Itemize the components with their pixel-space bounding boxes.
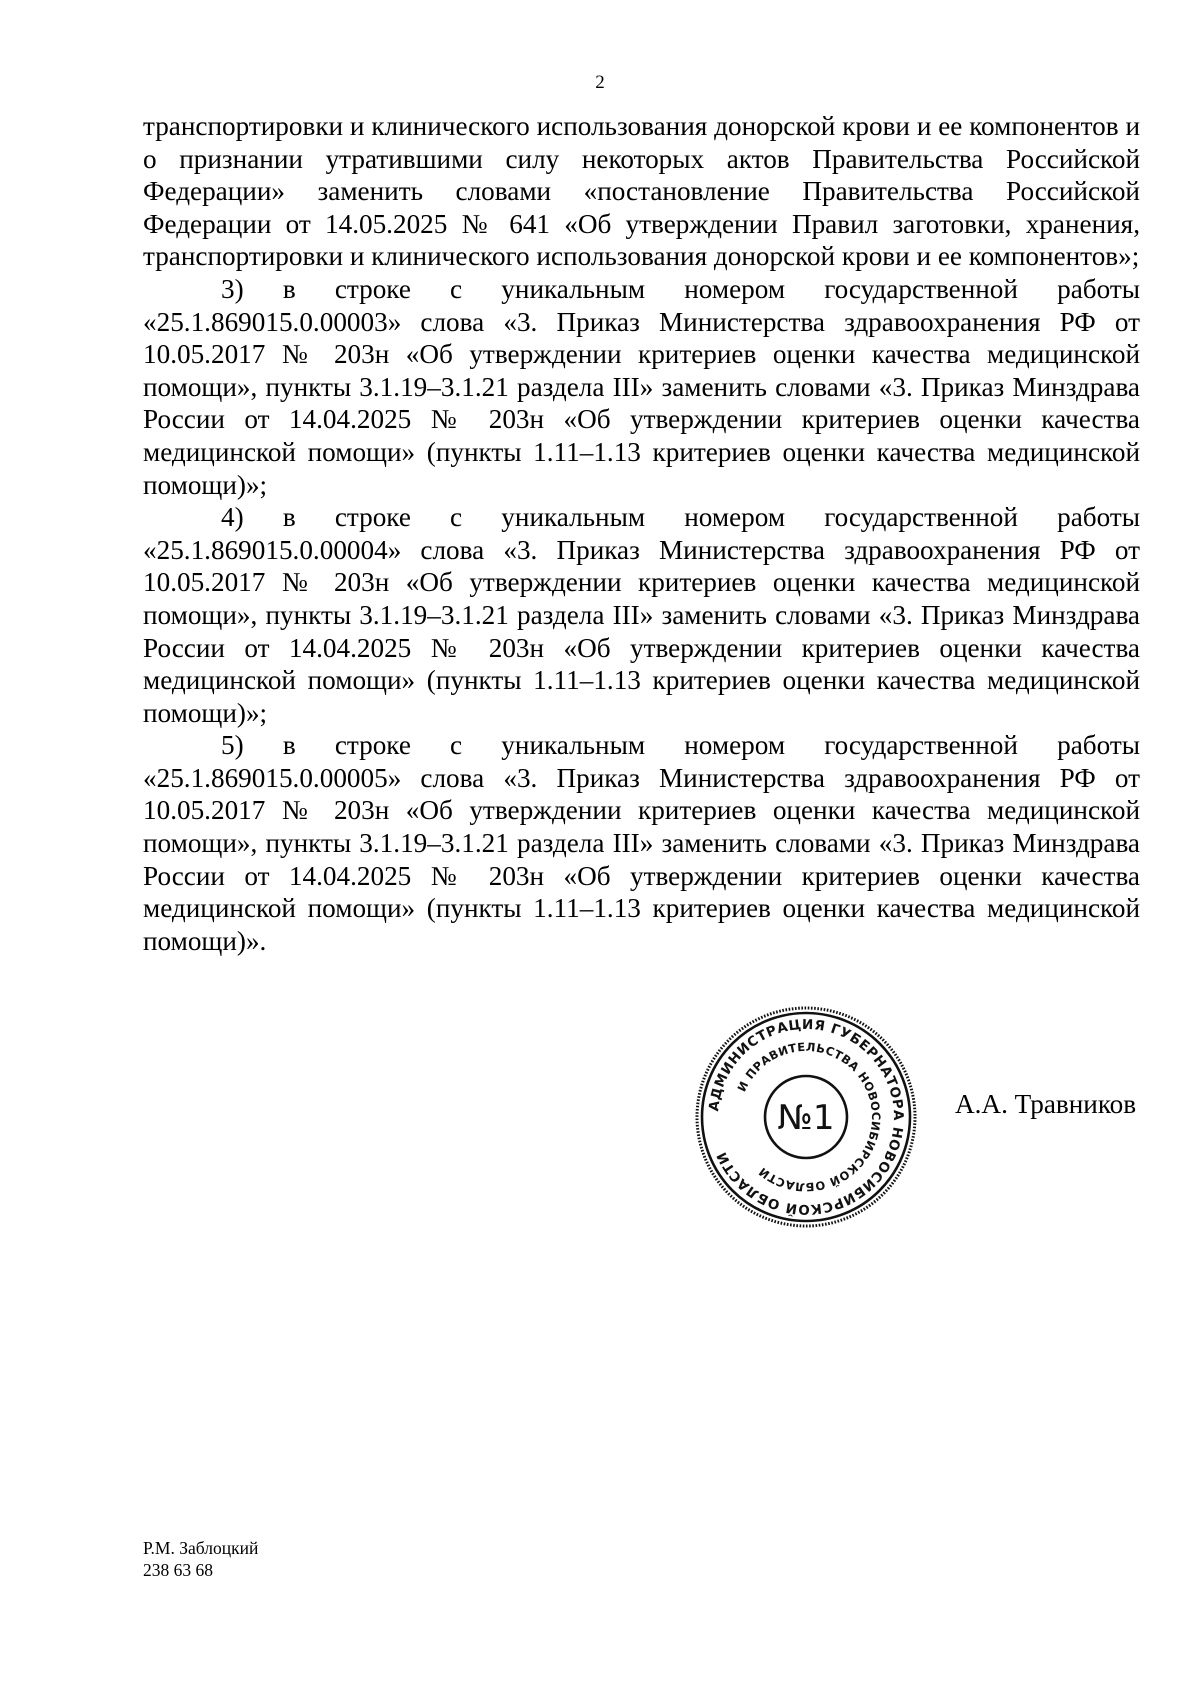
- paragraph-item-5: 5) в строке с уникальным номером государственной работы «25.1.869015.0.00005» слова «3. Приказ Министерства здравоохранения РФ от 10.05.2017 № 203н «Об утверждении критериев оценки качества медицинской помощи», пункты 3.1.19–3.1.21 раздела III» заменить словами «3. Приказ Минздрава России от 14.04.2025 № 203н «Об утверждении критериев оценки качества медицинской помощи» (пункты 1.11–1.13 критериев оценки качества медицинской помощи)».: [143, 730, 1140, 956]
- paragraph-item-4: 4) в строке с уникальным номером государственной работы «25.1.869015.0.00004» слова «3. Приказ Министерства здравоохранения РФ от 10.05.2017 № 203н «Об утверждении критериев оценки качества медицинской помощи», пункты 3.1.19–3.1.21 раздела III» заменить словами «3. Приказ Минздрава России от 14.04.2025 № 203н «Об утверждении критериев оценки качества медицинской помощи» (пункты 1.11–1.13 критериев оценки качества медицинской помощи)»;: [143, 502, 1140, 728]
- executor-name: Р.М. Заблоцкий: [143, 1538, 259, 1558]
- seal-center-number: №1: [777, 1098, 835, 1138]
- executor-block: [143, 1537, 258, 1581]
- paragraph-item-3: 3) в строке с уникальным номером государственной работы «25.1.869015.0.00003» слова «3. Приказ Министерства здравоохранения РФ от 10.05.2017 № 203н «Об утверждении критериев оценки качества медицинской помощи», пункты 3.1.19–3.1.21 раздела III» заменить словами «3. Приказ Минздрава России от 14.04.2025 № 203н «Об утверждении критериев оценки качества медицинской помощи» (пункты 1.11–1.13 критериев оценки качества медицинской помощи)»;: [143, 273, 1140, 500]
- signatory-name: А.А. Травников: [955, 1089, 1137, 1119]
- seal-inner-text: И ПРАВИТЕЛЬСТВА НОВОСИБИРСКОЙ ОБЛАСТИ: [734, 1039, 884, 1195]
- page-number: 2: [595, 72, 605, 93]
- seal-outer-text: АДМИНИСТРАЦИЯ ГУБЕРНАТОРА НОВОСИБИРСКОЙ ОБЛАСТИ: [706, 1016, 907, 1218]
- document-body: [143, 110, 1140, 957]
- executor-phone: 238 63 68: [143, 1560, 213, 1580]
- paragraph-continuation: транспортировки и клинического использования донорской крови и ее компонентов и о признании утратившими силу некоторых актов Правительства Российской Федерации» заменить словами «постановление Правительства Российской Федерации от 14.05.2025 № 641 «Об утверждении Правил заготовки, хранения, транспортировки и клинического использования донорской крови и ее компонентов»;: [143, 111, 1140, 272]
- official-seal-stamp: [694, 1005, 918, 1229]
